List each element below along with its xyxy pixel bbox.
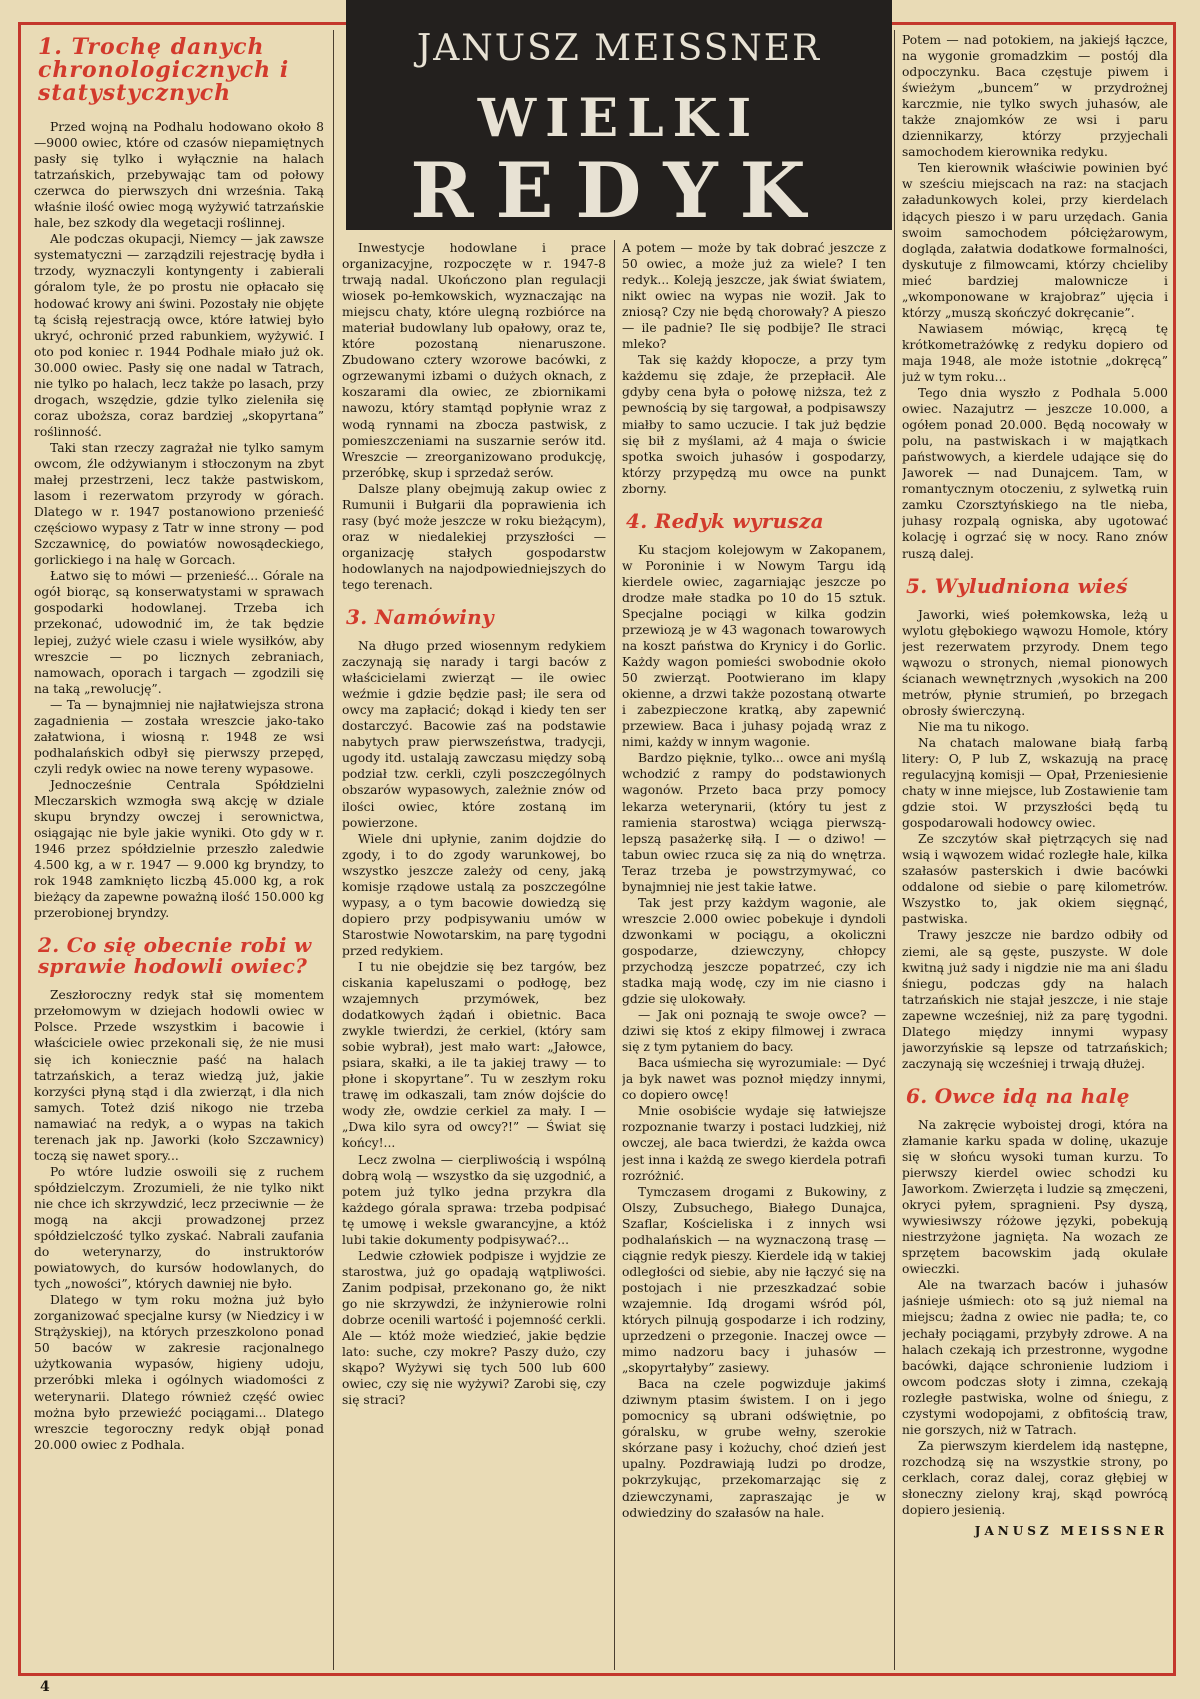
section-1-heading: 1. Trochę danych chronologicznych i statystycznych (38, 34, 290, 106)
paragraph: Za pierwszym kierdelem idą następne, rozchodzą się na wszystkie strony, po cerklach, coraz dalej, coraz głębiej w słoneczny zielony kraj, skąd powrócą dopiero jesienią. (902, 1438, 1168, 1518)
paragraph: Ze szczytów skał piętrzących się nad wsią i wąwozem widać rozległe hale, kilka szałasów pasterskich i dwie bacówki oddalone od siebie o parę kilometrów. Wszystko to, jak okiem sięgnąć, pastwiska. (902, 832, 1168, 927)
paragraph: I tu nie obejdzie się bez targów, bez ciskania kapeluszami o podłogę, bez wzajemnych przymówek, bez dodatkowych żądań i obietnic. Baca zwykle twierdzi, że cerkiel, (który sam sobie wybrał), jest mało wart: „Jałowce, psiara, skałki, a ile ta jakiej trawy — to płone i skopyrtane”. Tu w zeszłym roku trawę im odkaszali, tam znów dojście do wody złe, owdzie cerkiel za mały. I — „Dwa kilo syra od owcy?!” — Świat się końcy!... (342, 959, 606, 1151)
paragraph: — Jak oni poznają te swoje owce? — dziwi się ktoś z ekipy filmowej i zwraca się z tym pytaniem do bacy. (622, 1008, 886, 1055)
paragraph: Potem — nad potokiem, na jakiejś łączce, na wygonie gromadzkim — postój dla odpoczynku. Baca częstuje piwem i świeżym „buncem” w przydrożnej karczmie, nie tylko swych juhasów, ale także znajomków ze wsi i paru dziennikarzy, którzy przyjechali samochodem kierownika redyku. (902, 33, 1168, 160)
column-1 (34, 32, 324, 1660)
paragraph: Na chatach malowane białą farbą litery: O, P lub Z, wskazują na pracę regulacyjną komisji — Opał, Przeniesienie chaty w inne miejsce, lub Zostawienie tam gdzie stoi. W przyszłości będą tu gospodarowali hodowcy owiec. (902, 735, 1168, 831)
paragraph: Jaworki, wieś połemkowska, leżą u wylotu głębokiego wąwozu Homole, który jest rezerwatem przyrody. Dnem tego wąwozu o stronych, niemal pionowych ścianach wewnętrznych ,wysokich na 200 metrów, płynie strumień, po brzegach obrosły świerczyną. (902, 607, 1168, 718)
paragraph: Przed wojną na Podhalu hodowano około 8—9000 owiec, które od czasów niepamiętnych pasły się tylko i wyłącznie na halach tatrzańskich, przebywając tam od połowy czerwca do pierwszych dni września. Taką właśnie ilość owiec mogą wyżywić tatrzańskie hale, bez szkody dla wegetacji roślinnej. (34, 120, 324, 231)
paragraph: Baca uśmiecha się wyrozumiale: — Dyć ja byk nawet was poznoł między innymi, co dopiero owcę! (622, 1056, 886, 1103)
paragraph: Ledwie człowiek podpisze i wyjdzie ze starostwa, już go opadają wątpliwości. Zanim podpisał, przekonano go, że nikt go nie skrzywdzi, że inżynierowie rolni dobrze ocenili wartość i pojemność cerkli. Ale — któż może wiedzieć, jakie będzie lato: suche, czy mokre? Paszy dużo, czy skąpo? Wyżywi się tych 500 lub 600 owiec, czy się nie wyżywi? Zarobi się, czy się straci? (342, 1248, 606, 1408)
section-4-heading: 4. Redyk wyrusza (626, 508, 824, 533)
paragraph: Bardzo pięknie, tylko... owce ani myślą wchodzić z rampy do podstawionych wagonów. Przeto baca przy pomocy lekarza weterynarii, (który tu jest z ramienia starostwa) wciąga pierwszą-lepszą pasażerkę siłą. I — o dziwo! — tabun owiec rzuca się za nią do wnętrza. Teraz trzeba je powstrzymywać, co bynajmniej nie jest takie łatwe. (622, 751, 886, 894)
paragraph: Trawy jeszcze nie bardzo odbiły od ziemi, ale są gęste, puszyste. W dole kwitną już sady i nigdzie nie ma ani śladu śniegu, podczas gdy na halach tatrzańskich nie stajał jeszcze, i nie staje zapewne wcześniej, niż za parę tygodni. Dlatego między innymi wypasy jaworzyńskie są lepsze od tatrzańskich; zaczynają się wcześniej i trwają dłużej. (902, 928, 1168, 1071)
section-2-heading: 2. Co się obecnie robi w sprawie hodowli owiec? (38, 933, 312, 979)
column-divider (614, 240, 615, 1670)
column-divider (333, 30, 334, 1670)
paragraph: Na długo przed wiosennym redykiem zaczynają się narady i targi baców z właścicielami zwierząt — ile owiec weźmie i gdzie będzie pasł; ile sera od owcy ma zapłacić; dokąd i kiedy ten ser dostarczyć. Bacowie zaś na podstawie nabytych praw pierwszeństwa, tradycji, ugody itd. ustalają zawczasu między sobą podział tzw. cerkli, czyli poszczególnych obszarów wypasowych, zależnie znów od ilości owiec, które zostaną im powierzone. (342, 639, 606, 830)
section-5-heading: 5. Wyludniona wieś (906, 573, 1128, 598)
banner-title-line2: REDYK (410, 146, 828, 235)
paragraph: Jednocześnie Centrala Spółdzielni Mleczarskich wzmogła swą akcję w dziale skupu bryndzy owczej i serownictwa, osiągając nie byle jakie wyniki. Oto gdy w r. 1946 przez spółdzielnie przeszło zaledwie 4.500 kg, a w r. 1947 — 9.000 kg bryndzy, to rok 1948 zamknięto liczbą 45.000 kg, a rok bieżący da zapewne poważną ilość 150.000 kg przerobionej bryndzy. (34, 777, 324, 921)
paragraph: Dalsze plany obejmują zakup owiec z Rumunii i Bułgarii dla poprawienia ich rasy (być może jeszcze w roku bieżącym), oraz w niedalekiej przyszłości — organizację stałych gospodarstw hodowlanych na najodpowiedniejszych do tego terenach. (342, 481, 606, 592)
paragraph: Ku stacjom kolejowym w Zakopanem, w Poroninie i w Nowym Targu idą kierdele owiec, zagarniając jeszcze po drodze małe stadka po 10 do 15 sztuk. Specjalne pociągi w kilka godzin przewiozą je w 43 wagonach towarowych na koszt państwa do Krynicy i do Gorlic. Każdy wagon pomieści swobodnie około 50 zwierząt. Pootwierano im klapy okienne, a drzwi także pozostaną otwarte i zabezpieczone kratką, aby zapewnić przewiew. Baca i juhasy pojadą wraz z nimi, każdy w innym wagonie. (622, 542, 886, 750)
paragraph: Na zakręcie wyboistej drogi, która na złamanie karku spada w dolinę, ukazuje się w słońcu wysoki tuman kurzu. To pierwszy kierdel owiec schodzi ku Jaworkom. Zwierzęta i ludzie są zmęczeni, okryci pyłem, spragnieni. Psy dyszą, wywiesiwszy różowe języki, pobekują niestrzyżone jagnięta. Na wozach ze sprzętem bacowskim jadą okulałe owieczki. (902, 1117, 1168, 1277)
paragraph: Dlatego w tym roku można już było zorganizować specjalne kursy (w Niedzicy i w Strążyskiej), na których przeszkolono ponad 50 baców w zakresie racjonalnego użytkowania wypasów, higieny udoju, przeróbki mleka i ogólnych wiadomości z weterynarii. Dlatego również część owiec można było przewieźć pociągami... Dlatego wreszcie tegoroczny redyk objął ponad 20.000 owiec z Podhala. (34, 1293, 324, 1452)
paragraph: Nie ma tu nikogo. (918, 719, 1030, 734)
paragraph: Ale na twarzach baców i juhasów jaśnieje uśmiech: oto są już niemal na miejscu; żadna z owiec nie padła; te, co jechały pociągami, przybyły zdrowe. A na halach czekają ich przestronne, wygodne bacówki, dające schronienie ludziom i owcom podczas słoty i zimna, czekają rozległe pastwiska, wolne od śniegu, z czystymi wodopojami, z obfitością traw, nie gorszych, niż w Tatrach. (902, 1278, 1168, 1437)
paragraph: Ten kierownik właściwie powinien być w sześciu miejscach na raz: na stacjach załadunkowych kolei, przy kierdelach idących pieszo i w paru urzędach. Gania swoim samochodem półciężarowym, dogląda, załatwia dodatkowe formalności, dyskutuje z filmowcami, którzy chcieliby mieć bardziej malownicze i „wkomponowane w krajobraz” ujęcia i którzy „muszą skończyć dokręcanie”. (902, 161, 1168, 320)
paragraph: Zeszłoroczny redyk stał się momentem przełomowym w dziejach hodowli owiec w Polsce. Przede wszystkim i bacowie i właściciele owiec przekonali się, że nie musi się ich koniecznie paść na halach tatrzańskich, a teraz wiedzą już, jakie korzyści płyną stąd i dla zwierząt, i dla nich samych. Toteż dziś nikogo nie trzeba namawiać na redyk, a o wypas na takich terenach jak np. Jaworki (koło Szczawnicy) toczą się nawet spory... (34, 988, 324, 1163)
paragraph: Mnie osobiście wydaje się łatwiejsze rozpoznanie twarzy i postaci ludzkiej, niż owczej, ale baca twierdzi, że każda owca jest inna i każdą ze swego kierdela potrafi rozróżnić. (622, 1104, 886, 1183)
section-6-heading: 6. Owce idą na halę (906, 1083, 1130, 1108)
paragraph: Inwestycje hodowlane i prace organizacyjne, rozpoczęte w r. 1947-8 trwają nadal. Ukończono plan regulacji wiosek po-łemkowskich, wyznaczając na miejscu chaty, które ulegną rozbiórce na materiał budowlany lub opałowy, oraz te, które pozostaną nienaruszone. Zbudowano cztery wzorowe bacówki, z ogrzewanymi izbami o dużych oknach, z koszarami dla owiec, ze zbiornikami nawozu, który stamtąd popłynie wraz z wodą rynnami na zbocza pastwisk, z pomieszczeniami na suszarnie serów itd. Wreszcie — zreorganizowano produkcję, przeróbkę, skup i sprzedaż serów. (342, 241, 606, 480)
column-divider (894, 30, 895, 1670)
paragraph: Ale podczas okupacji, Niemcy — jak zawsze systematyczni — zarządzili rejestrację bydła i trzody, wyznaczyli kontyngenty i zabierali góralom tyle, że po prostu nie opłacało się hodować krowy ani świni. Pozostały nie objęte tą ścisłą rejestracją owce, które łatwiej było ukryć, ochronić przed rabunkiem, wyżywić. I oto pod koniec r. 1944 Podhale miało już ok. 30.000 owiec. Pasły się one nadal w Tatrach, nie tylko po halach, lecz także po lasach, przy drogach, wszędzie, gdzie tylko zieleniła się coraz uboższa, coraz bardziej „skopyrtana” roślinność. (34, 232, 324, 439)
paragraph: Lecz zwolna — cierpliwością i wspólną dobrą wolą — wszystko da się uzgodnić, a potem już tylko jedna przykra dla każdego górala sprawa: trzeba podpisać tę umowę i weksle gwarancyjne, a któż lubi takie dokumenty podpisywać?... (342, 1152, 606, 1247)
banner-author: JANUSZ MEISSNER (416, 28, 822, 69)
paragraph: Łatwo się to mówi — przenieść... Górale na ogół biorąc, są konserwatystami w sprawach gospodarki hodowlanej. Trzeba ich przekonać, udowodnić im, że tak będzie lepiej, zużyć wiele czasu i wiele wysiłków, aby wreszcie — po licznych zebraniach, namowach, oporach i targach — zgodzili się na taką „rewolucję”. (34, 569, 324, 696)
banner-title-line1: WIELKI (477, 88, 761, 149)
paragraph: Taki stan rzeczy zagrażał nie tylko samym owcom, źle odżywianym i stłoczonym na zbyt małej przestrzeni, lecz także pastwiskom, lasom i rezerwatom przyrody w górach. Dlatego w r. 1947 postanowiono przenieść częściowo wypasy z Tatr w inne strony — pod Szczawnicę, do powiatów nowosądeckiego, gorlickiego i na halę w Gorcach. (34, 440, 324, 568)
paragraph: Tak jest przy każdym wagonie, ale wreszcie 2.000 owiec pobekuje i dyndoli dzwonkami w pociągu, a okoliczni gospodarze, dziewczyny, chłopcy przychodzą jeszcze popatrzeć, czy ich stadka mają wodę, czy im nie ciasno i gdzie się ulokowały. (622, 895, 886, 1007)
paragraph: Tymczasem drogami z Bukowiny, z Olszy, Zubsuchego, Białego Dunajca, Szaflar, Kościeliska i z innych wsi podhalańskich — na wyznaczoną trasę — ciągnie redyk pieszy. Kierdele idą w takiej odległości od siebie, aby nie łączyć się na postojach i nie przeszkadzać sobie wzajemnie. Idą drogami wśród pól, których pilnują gospodarze i ich rodziny, uprzedzeni o przegonie. Inaczej owce — mimo nadzoru bacy i juhasów — „skopyrtałyby” zasiewy. (622, 1184, 886, 1376)
author-signature: JANUSZ MEISSNER (974, 1524, 1168, 1539)
paragraph: Nawiasem mówiąc, kręcą tę krótkometrażówkę z redyku dopiero od maja 1948, ale może istotnie „dokręcą” już w tym roku... (902, 321, 1168, 384)
paragraph: — Ta — bynajmniej nie najłatwiejsza strona zagadnienia — została wreszcie jako-tako załatwiona, i wiosną r. 1948 ze wsi podhalańskich odbył się pierwszy przepęd, czyli redyk owiec na nowe tereny wypasowe. (34, 697, 324, 776)
column-4 (902, 32, 1168, 1660)
paragraph: Po wtóre ludzie oswoili się z ruchem spółdzielczym. Zrozumieli, że nie tylko nikt nie chce ich skrzywdzić, lecz przeciwnie — że mogą na akcji prowadzonej przez spółdzielczość tylko zyskać. Nabrali zaufania do weterynarzy, do instruktorów powiatowych, do kursów hodowlanych, do tych „nowości”, których dawniej nie było. (34, 1164, 324, 1292)
paragraph: A potem — może by tak dobrać jeszcze z 50 owiec, a może już za wiele? I ten redyk... Koleją jeszcze, jak świat światem, nikt owiec na wypas nie woził. Jak to zniosą? Czy nie będą chorowały? A pieszo — ile padnie? Ile się podbije? Ile straci mleko? (622, 241, 886, 352)
paragraph: Tak się każdy kłopocze, a przy tym każdemu się zdaje, że przepłacił. Ale gdyby cena była o połowę niższa, też z pewnością by się targował, a podpisawszy miałby to samo uczucie. I tak już będzie się bił z myślami, aż 4 maja o świcie spotka swoich juhasów i gospodarzy, którzy przypędzą mu owce na punkt zborny. (622, 353, 886, 496)
paragraph: Baca na czele pogwizduje jakimś dziwnym ptasim świstem. I on i jego pomocnicy są ubrani odświętnie, po góralsku, w grube wełny, szerokie skórzane pasy i kożuchy, choć dzień jest upalny. Pozdrawiają ludzi po drodze, pokrzykując, przekomarzając się z dziewczynami, zapraszając je w odwiedziny do szałasów na hale. (622, 1377, 886, 1520)
title-banner (346, 0, 892, 235)
column-2 (342, 240, 606, 1660)
section-3-heading: 3. Namówiny (346, 605, 494, 630)
paragraph: Tego dnia wyszło z Podhala 5.000 owiec. Nazajutrz — jeszcze 10.000, a ogółem ponad 20.000. Będą nocowały w polu, na pastwiskach i w majątkach państwowych, a kierdele udające się do Jaworek — nad Dunajcem. Tam, w romantycznym otoczeniu, z sylwetką ruin zamku Czorsztyńskiego na tle nieba, juhasy rozpalą ogniska, aby ugotować kolację i ogrzać się w nocy. Rano znów ruszą dalej. (902, 386, 1168, 561)
paragraph: Wiele dni upłynie, zanim dojdzie do zgody, i to do zgody warunkowej, bo wszystko jeszcze zależy od ceny, jaką komisje rządowe ustalą za poszczególne wypasy, a o tym bacowie dowiedzą się dopiero przy podpisywaniu umów w Starostwie Nowotarskim, na parę tygodni przed redykiem. (342, 831, 606, 958)
column-3 (622, 240, 886, 1660)
page-number: 4 (40, 1679, 50, 1695)
